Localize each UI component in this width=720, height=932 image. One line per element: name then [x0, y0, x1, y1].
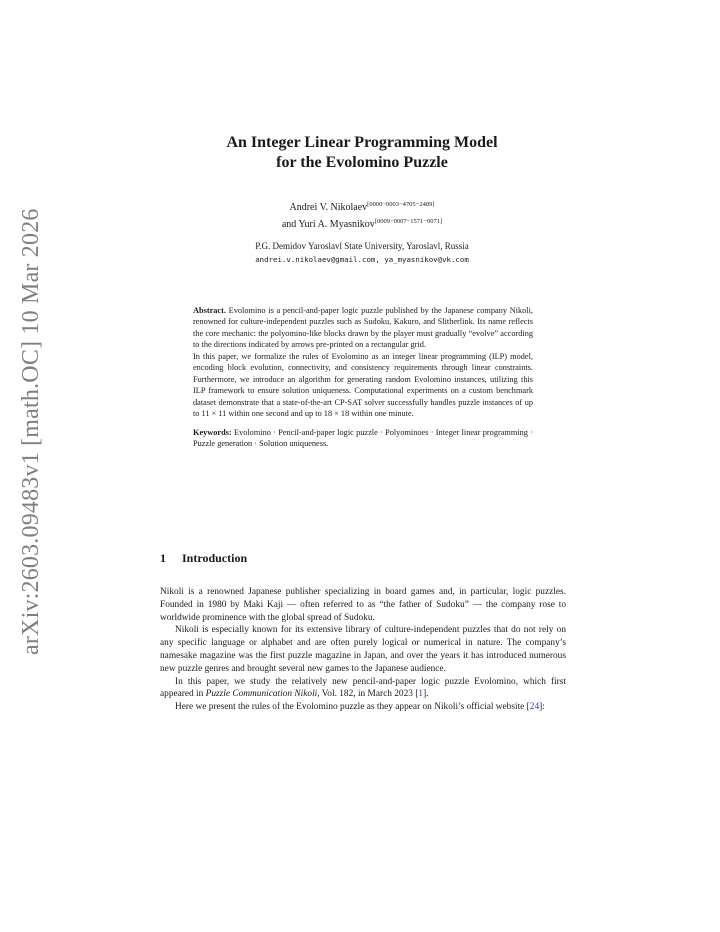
p4-text-a: Here we present the rules of the Evolomino puzzle as they appear on Nikoli’s official website [	[175, 702, 530, 713]
title-line-1: An Integer Linear Programming Model	[226, 134, 498, 151]
p3-text-c: ].	[423, 689, 429, 700]
section-heading-introduction	[160, 551, 247, 566]
p4-text-b: ]:	[539, 702, 545, 713]
abstract-block	[193, 305, 533, 449]
abstract-text-1: Evolomino is a pencil-and-paper logic puzzle published by the Japanese company Nikoli, renowned for culture-independent puzzles such as Sudoku, Kakuro, and Slitherlink. Its name reflects the core mechanic: the polyomino-like blocks drawn by the player must gradually “evolve” according to the directions indicated by arrows pre-printed on a rectangular grid.	[193, 306, 533, 350]
body-paragraph-1: Nikoli is a renowned Japanese publisher specializing in board games and, in particular, logic puzzles. Founded in 1980 by Maki Kaji — often referred to as “the father of Sudoku” — the company rose to worldwide prominence with the global spread of Sudoku.	[160, 587, 566, 623]
citation-link-24[interactable]: 24	[529, 702, 540, 713]
abstract-label: Abstract.	[193, 306, 226, 315]
abstract-paragraph-1	[193, 305, 533, 351]
author-2-orcid: [0009−0007−1571−0071]	[374, 218, 443, 225]
keywords-label: Keywords:	[193, 427, 232, 437]
author-emails: andrei.v.nikolaev@gmail.com, ya_myasnikov@vk.com	[255, 255, 469, 264]
paper-title	[160, 133, 564, 173]
affiliation-block	[160, 240, 564, 266]
keywords-line	[193, 427, 533, 450]
keywords-list: Evolomino · Pencil-and-paper logic puzzle · Polyominoes · Integer linear programming · Puzzle generation · Solution uniqueness.	[193, 427, 533, 448]
p3-text-a: In this paper, we study the relatively new pencil-and-paper logic puzzle Evolomino, which first appeared in	[160, 676, 566, 700]
magazine-title: Puzzle Communication Nikoli	[205, 689, 318, 700]
author-2	[160, 215, 564, 232]
author-1-name: Andrei V. Nikolaev	[289, 202, 368, 213]
section-title-text: Introduction	[182, 551, 248, 565]
author-1-orcid: [0000−0003−4705−2409]	[367, 201, 435, 208]
title-line-2: for the Evolomino Puzzle	[276, 154, 448, 171]
section-number: 1	[160, 551, 166, 565]
author-1	[160, 198, 564, 215]
p3-text-b: , Vol. 182, in March 2023 [	[317, 689, 419, 700]
body-paragraph-2: Nikoli is especially known for its extensive library of culture-independent puzzles that do not rely on any specific language or alphabet and are often purely logical or numerical in nature. The company’s namesake magazine was the first puzzle magazine in Japan, and over the years it has introduced numerous new puzzle genres and brought several new games to the Japanese audience.	[160, 625, 566, 674]
introduction-body	[160, 586, 566, 714]
abstract-paragraph-2: In this paper, we formalize the rules of Evolomino as an integer linear programming (ILP) model, encoding block evolution, connectivity, and consistency requirements through linear constraints. Furthermore, we introduce an algorithm for generating random Evolomino instances, utilizing this ILP framework to ensure solution uniqueness. Computational experiments on a custom benchmark dataset demonstrate that a state-of-the-art CP-SAT solver successfully handles puzzle instances of up to 11 × 11 within one second and up to 18 × 18 within one minute.	[193, 351, 533, 419]
body-paragraph-3	[160, 676, 566, 702]
body-paragraph-4	[160, 701, 566, 714]
author-2-name: and Yuri A. Myasnikov	[281, 219, 375, 230]
institution: P.G. Demidov Yaroslavl State University, Yaroslavl, Russia	[255, 241, 469, 251]
citation-link-1[interactable]: 1	[418, 689, 424, 700]
arxiv-identifier-stamp: arXiv:2603.09483v1 [math.OC] 10 Mar 2026	[18, 208, 44, 655]
author-list	[160, 198, 564, 232]
